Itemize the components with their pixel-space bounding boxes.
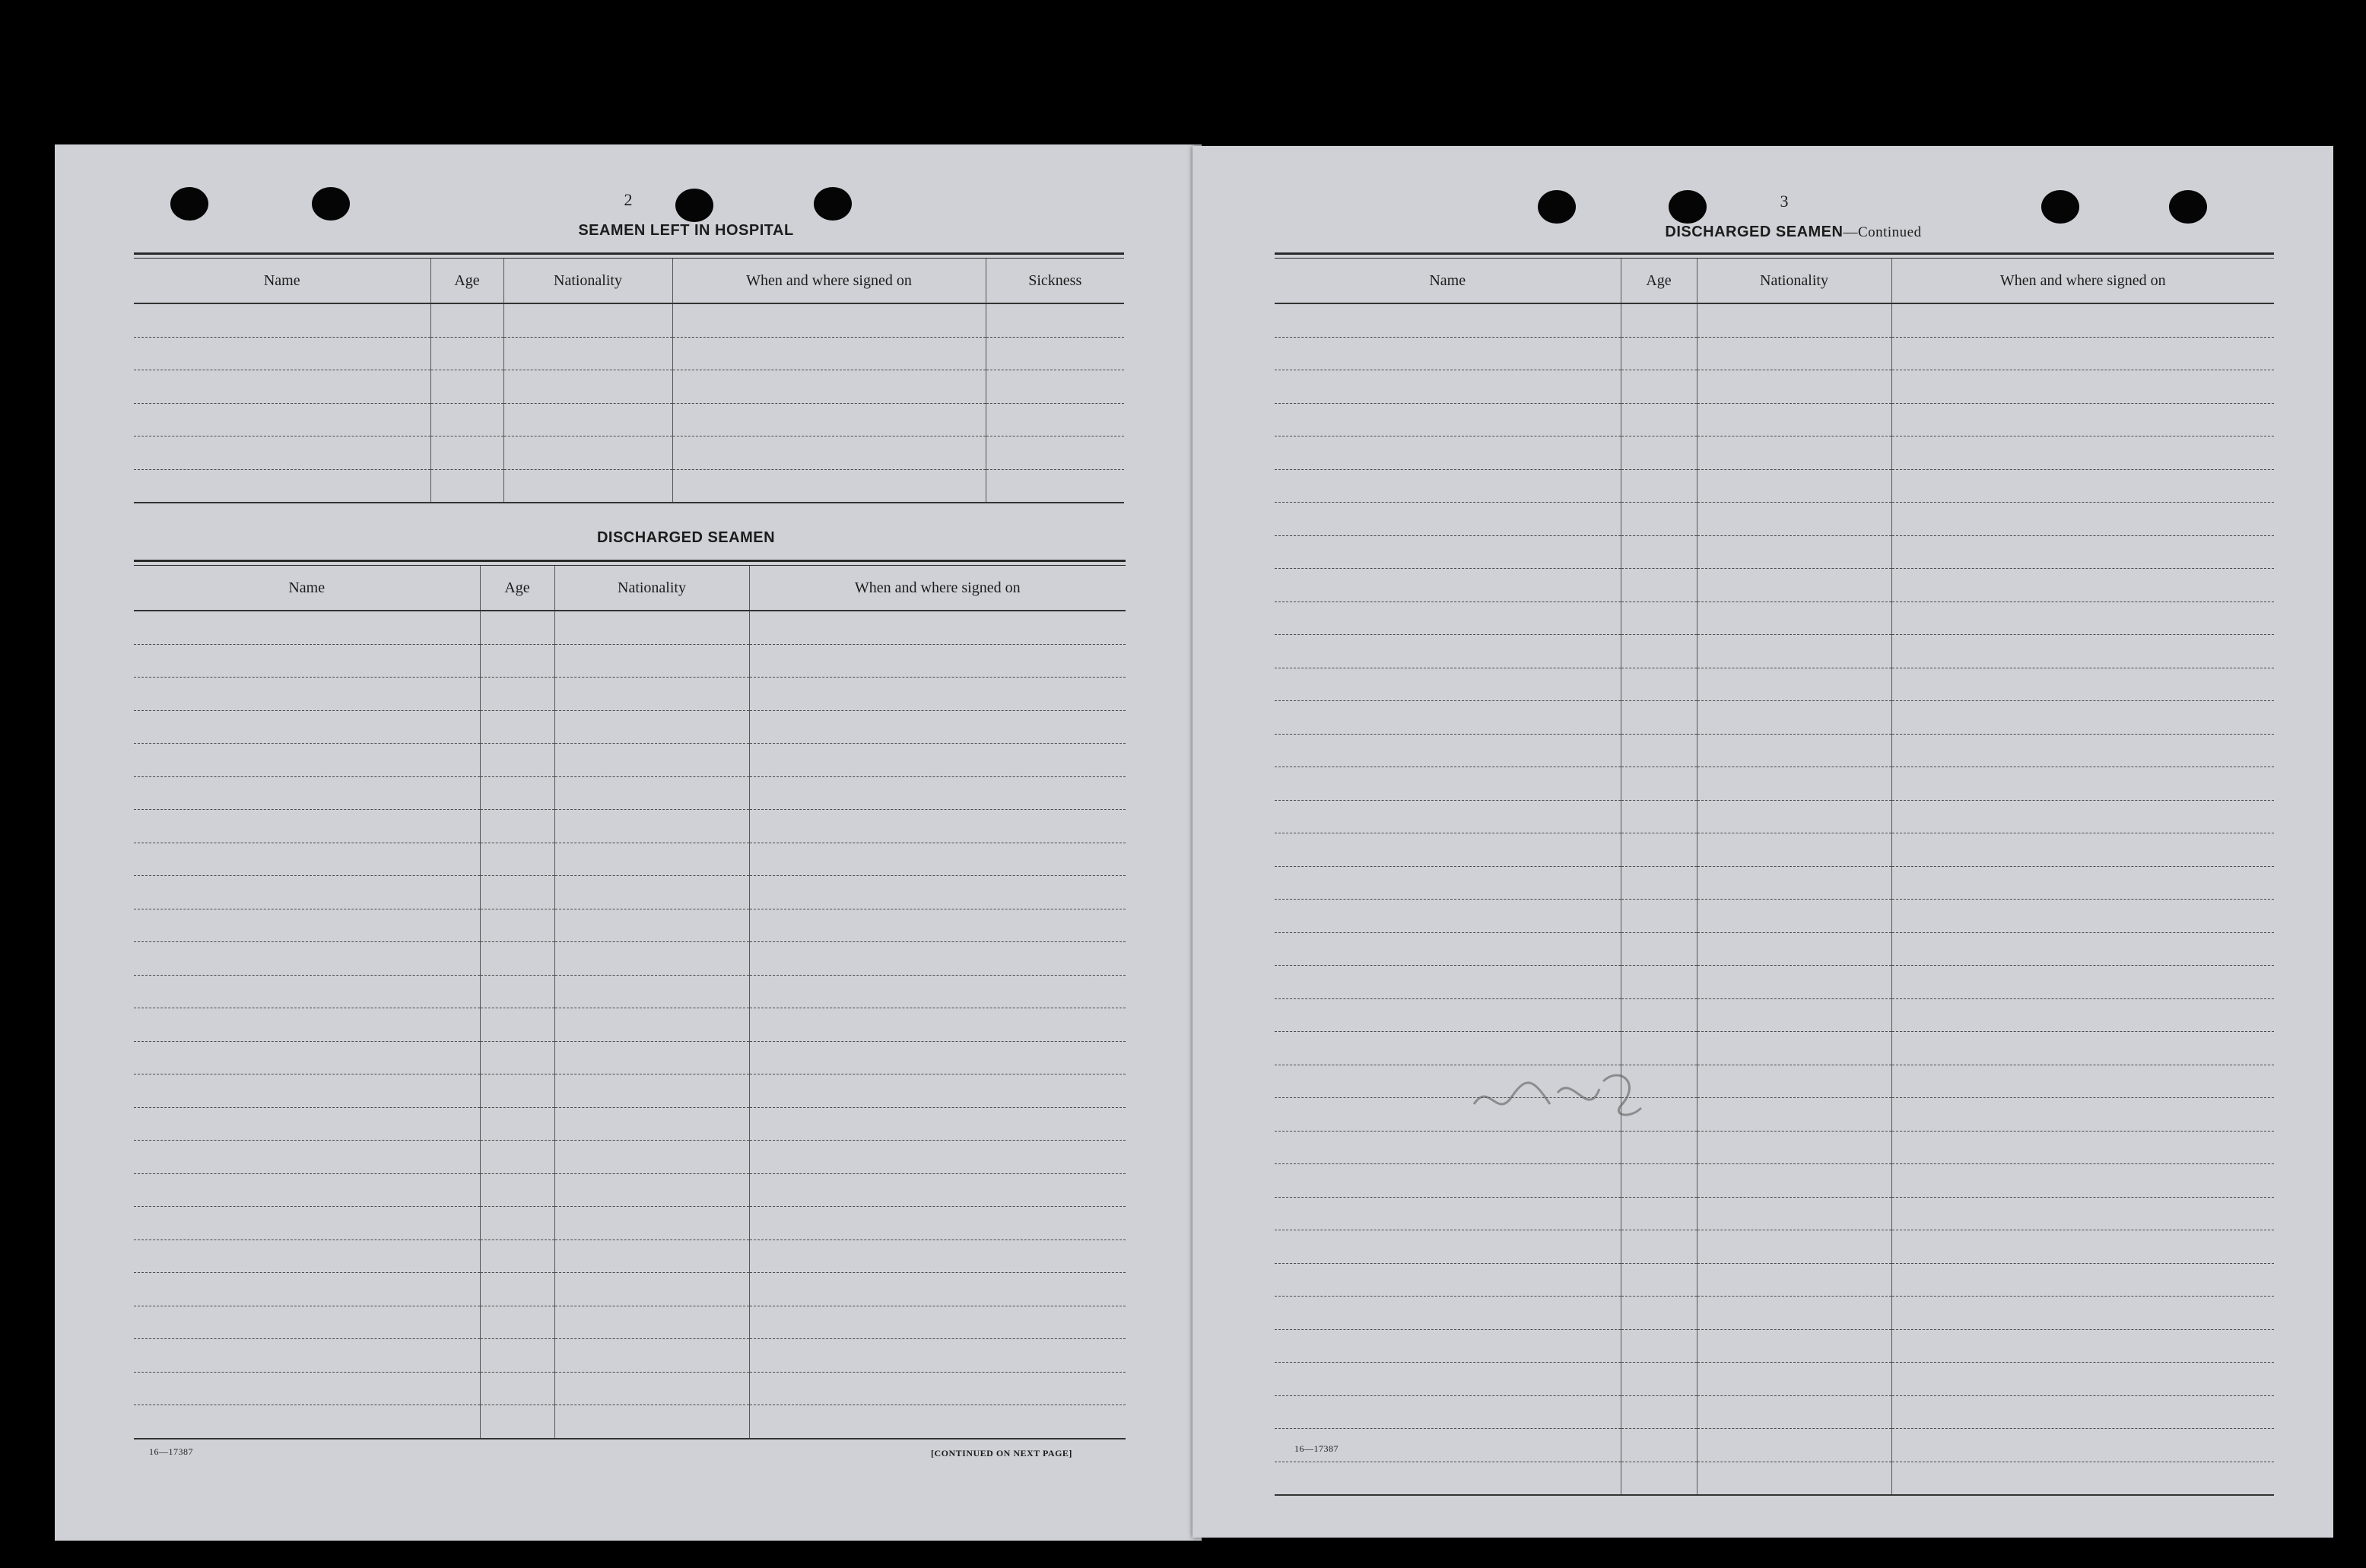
table-row xyxy=(1275,701,2274,735)
table-row xyxy=(1275,1032,2274,1065)
table-row xyxy=(1275,535,2274,569)
table-row xyxy=(1275,998,2274,1032)
discharged-continued-table xyxy=(1275,252,2274,1496)
table-row xyxy=(134,1372,1126,1405)
hospital-section-title: SEAMEN LEFT IN HOSPITAL xyxy=(578,222,794,239)
section-title-main: DISCHARGED SEAMEN xyxy=(1665,224,1844,240)
table-row xyxy=(134,469,1124,503)
left-page xyxy=(55,144,1202,1541)
table-row xyxy=(134,1041,1126,1074)
table-row xyxy=(1275,767,2274,801)
page-number: 2 xyxy=(624,190,633,209)
table-row xyxy=(134,1239,1126,1273)
punch-hole-icon xyxy=(1669,190,1707,224)
table-row xyxy=(134,1207,1126,1240)
table-row xyxy=(134,1273,1126,1306)
column-header: Name xyxy=(134,259,430,303)
table-row xyxy=(1275,436,2274,470)
table-row xyxy=(134,909,1126,942)
punch-hole-icon xyxy=(2169,190,2207,224)
column-header: Name xyxy=(134,566,480,611)
hospital-table xyxy=(134,252,1124,503)
punch-hole-icon xyxy=(312,187,350,221)
punch-hole-icon xyxy=(2041,190,2079,224)
section-title-continued: —Continued xyxy=(1843,224,1922,240)
table-row xyxy=(134,370,1124,404)
punch-hole-icon xyxy=(1538,190,1576,224)
table-row xyxy=(134,1405,1126,1439)
table-row xyxy=(134,810,1126,843)
table-row xyxy=(1275,800,2274,833)
column-header: Nationality xyxy=(554,566,749,611)
discharged-continued-title xyxy=(1542,224,2044,241)
column-header: Nationality xyxy=(1697,259,1891,303)
table-row xyxy=(1275,1363,2274,1396)
form-code: 16—17387 xyxy=(149,1446,193,1457)
punch-hole-icon xyxy=(170,187,208,221)
table-row xyxy=(1275,1395,2274,1429)
table-row xyxy=(1275,303,2274,337)
table-row xyxy=(1275,833,2274,867)
discharged-section-title: DISCHARGED SEAMEN xyxy=(596,529,776,546)
table-row xyxy=(134,644,1126,678)
table-row xyxy=(134,303,1124,337)
column-header: When and where signed on xyxy=(672,259,986,303)
table-row xyxy=(134,1107,1126,1141)
table-row xyxy=(1275,469,2274,503)
table-row xyxy=(1275,1297,2274,1330)
column-header: Age xyxy=(430,259,503,303)
table-row xyxy=(134,710,1126,744)
table-row xyxy=(1275,1329,2274,1363)
column-header: Age xyxy=(480,566,554,611)
table-row xyxy=(134,611,1126,644)
table-row xyxy=(134,744,1126,777)
table-row xyxy=(1275,1263,2274,1297)
table-row xyxy=(134,1008,1126,1042)
table-row xyxy=(1275,734,2274,767)
table-row xyxy=(1275,932,2274,966)
punch-hole-icon xyxy=(814,187,852,221)
continued-note: [CONTINUED ON NEXT PAGE] xyxy=(931,1448,1072,1458)
table-row xyxy=(1275,1197,2274,1230)
table-row xyxy=(134,337,1124,370)
table-row xyxy=(134,1141,1126,1174)
page-number: 3 xyxy=(1780,192,1789,211)
table-row xyxy=(1275,1131,2274,1164)
table-row xyxy=(1275,1098,2274,1132)
table-row xyxy=(134,776,1126,810)
table-row xyxy=(1275,1164,2274,1198)
table-row xyxy=(134,1173,1126,1207)
table-row xyxy=(1275,635,2274,668)
table-row xyxy=(134,975,1126,1008)
table-row xyxy=(1275,866,2274,900)
table-row xyxy=(1275,1462,2274,1495)
table-row xyxy=(134,942,1126,976)
table-row xyxy=(1275,403,2274,436)
table-row xyxy=(1275,370,2274,404)
table-row xyxy=(134,843,1126,876)
table-row xyxy=(134,436,1124,470)
column-header: When and where signed on xyxy=(749,566,1126,611)
table-row xyxy=(1275,601,2274,635)
table-row xyxy=(134,1074,1126,1108)
table-row xyxy=(1275,337,2274,370)
faint-handwriting-mark xyxy=(1466,1051,1649,1135)
table-row xyxy=(1275,966,2274,999)
table-row xyxy=(134,876,1126,909)
table-row xyxy=(1275,1065,2274,1098)
table-row xyxy=(134,1306,1126,1339)
column-header: Name xyxy=(1275,259,1621,303)
table-row xyxy=(1275,1230,2274,1264)
table-row xyxy=(134,403,1124,436)
right-page xyxy=(1193,146,2333,1538)
form-code: 16—17387 xyxy=(1294,1443,1339,1454)
table-row xyxy=(1275,569,2274,602)
punch-hole-icon xyxy=(675,189,713,222)
column-header: Sickness xyxy=(986,259,1124,303)
column-header: Nationality xyxy=(503,259,672,303)
table-row xyxy=(134,678,1126,711)
discharged-table xyxy=(134,560,1126,1439)
table-row xyxy=(1275,1429,2274,1462)
table-row xyxy=(134,1339,1126,1373)
table-row xyxy=(1275,900,2274,933)
table-row xyxy=(1275,668,2274,701)
column-header: Age xyxy=(1621,259,1697,303)
table-row xyxy=(1275,503,2274,536)
column-header: When and where signed on xyxy=(1891,259,2274,303)
